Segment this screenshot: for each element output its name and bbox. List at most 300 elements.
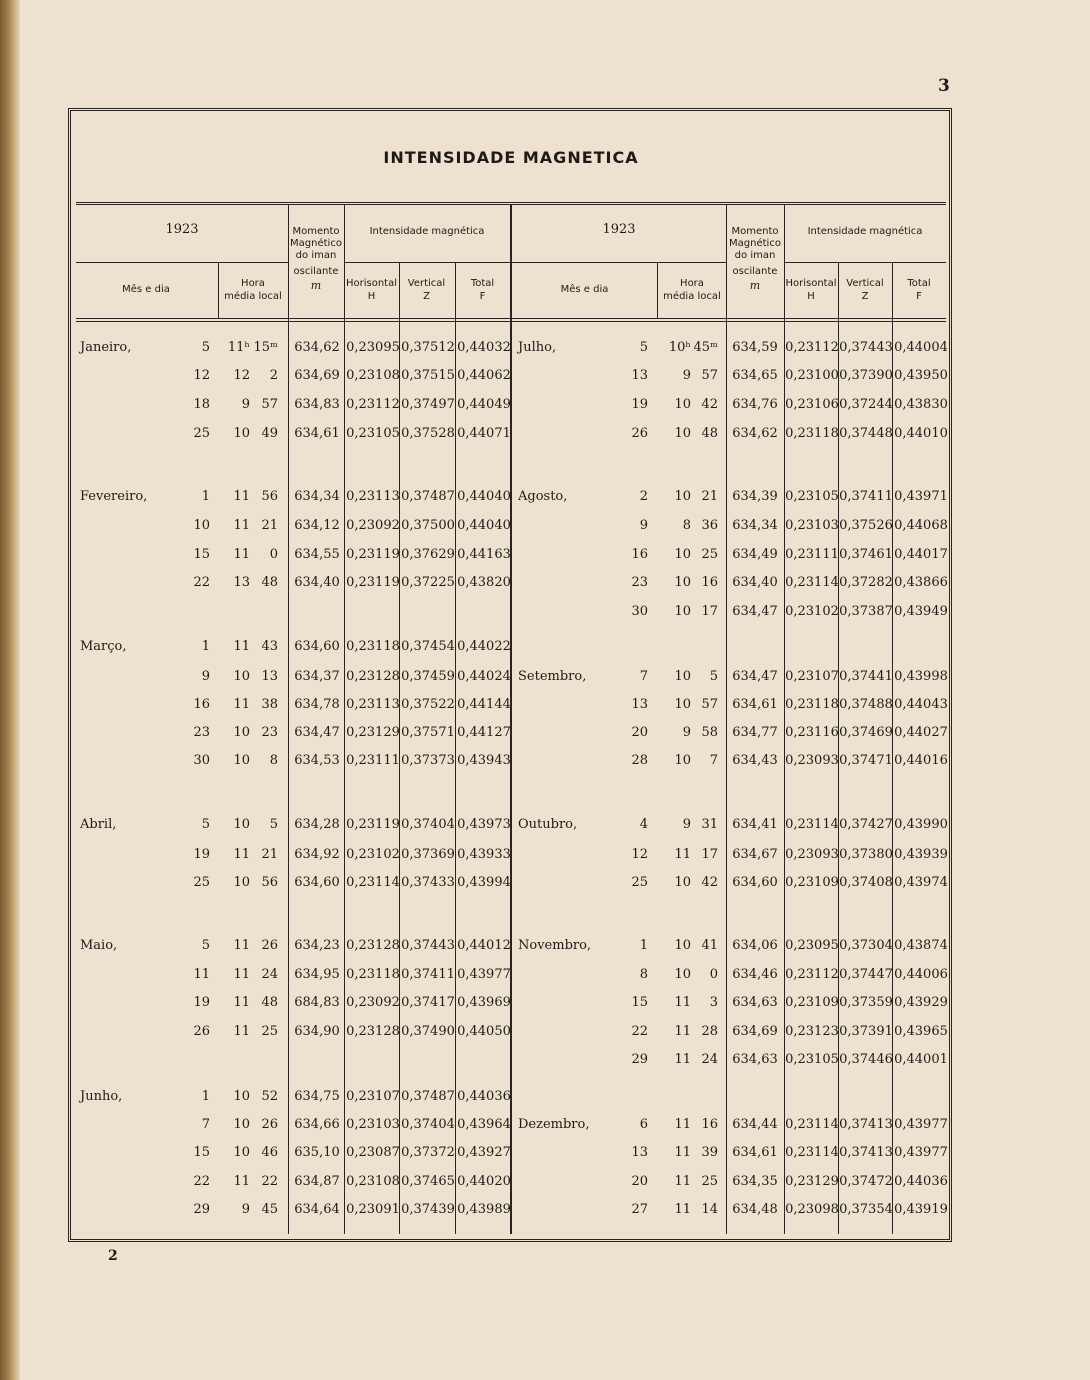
day-cell: 13 [631,368,648,383]
minute-cell: 57 [701,368,718,383]
header-momento-sym-left: m [310,279,322,292]
moment-cell: 634,44 [732,1117,778,1132]
month-label: Setembro, [518,669,587,684]
hour-cell: 11 [233,639,250,654]
moment-cell: 634,12 [294,518,340,533]
total-cell: 0,43965 [894,1024,948,1039]
moment-cell: 634,60 [732,875,778,890]
day-cell: 20 [631,725,648,740]
day-cell: 30 [631,604,648,619]
day-cell: 19 [193,995,210,1010]
hour-cell: 10 [674,426,691,441]
minute-cell: 17 [701,604,718,619]
day-cell: 13 [631,1145,648,1160]
minute-cell: 17 [701,847,718,862]
header-momento-3-left: do iman [295,250,337,261]
vrule-hora-right [657,262,658,318]
hour-cell: 11 [233,847,250,862]
hour-cell: 10 [674,697,691,712]
minute-cell: 16 [701,575,718,590]
header-f-sym-right: F [916,291,922,302]
total-cell: 0,44071 [457,426,511,441]
minute-cell: 49 [261,426,278,441]
header-vertical-right: Vertical [846,278,884,289]
day-cell: 8 [639,967,648,982]
horizontal-cell: 0,23118 [346,967,400,982]
hour-cell: 9 [682,817,691,832]
rule-year-left [76,262,288,263]
day-cell: 12 [631,847,648,862]
day-cell: 6 [639,1117,648,1132]
total-cell: 0,43973 [457,817,511,832]
minute-cell: 14 [701,1202,718,1217]
minute-cell: 2 [269,368,278,383]
hour-cell: 10 [674,547,691,562]
hour-cell: 11 [674,1024,691,1039]
moment-cell: 634,37 [294,669,340,684]
minute-cell: 31 [701,817,718,832]
total-cell: 0,43971 [894,489,948,504]
day-cell: 28 [631,753,648,768]
header-mes-dia-right: Mês e dia [560,284,609,295]
month-label: Janeiro, [80,340,132,355]
total-cell: 0,44010 [894,426,948,441]
hour-cell: 11 [674,1117,691,1132]
horizontal-cell: 0,23112 [346,397,400,412]
horizontal-cell: 0,23114 [785,1117,839,1132]
moment-cell: 634,39 [732,489,778,504]
header-hora-right: Hora [680,278,704,289]
header-momento-4-right: oscilante [732,266,778,277]
minute-cell: 28 [701,1024,718,1039]
total-cell: 0,44036 [894,1174,948,1189]
vertical-cell: 0,37225 [401,575,455,590]
vertical-cell: 0,37448 [839,426,893,441]
total-cell: 0,44032 [457,340,511,355]
vrule-horizontal-right [784,204,785,1234]
total-cell: 0,44144 [457,697,511,712]
vrule-momento-left [288,204,289,1234]
header-hora-sub-left: média local [224,291,282,302]
moment-cell: 634,95 [294,967,340,982]
horizontal-cell: 0,23103 [346,1117,400,1132]
day-cell: 27 [631,1202,648,1217]
day-cell: 18 [193,397,210,412]
hour-cell: 11ʰ [227,340,250,355]
header-momento-3-right: do iman [734,250,776,261]
minute-cell: 39 [701,1145,718,1160]
page-number-top: 3 [938,76,950,96]
vertical-cell: 0,37439 [401,1202,455,1217]
hour-cell: 10 [674,397,691,412]
total-cell: 0,43820 [457,575,511,590]
vertical-cell: 0,37459 [401,669,455,684]
day-cell: 20 [631,1174,648,1189]
horizontal-cell: 0,23129 [346,725,400,740]
hour-cell: 11 [233,518,250,533]
day-cell: 23 [631,575,648,590]
total-cell: 0,43927 [457,1145,511,1160]
horizontal-cell: 0,23128 [346,938,400,953]
total-cell: 0,44022 [457,639,511,654]
total-cell: 0,44127 [457,725,511,740]
moment-cell: 634,35 [732,1174,778,1189]
total-cell: 0,43949 [894,604,948,619]
moment-cell: 634,69 [732,1024,778,1039]
vertical-cell: 0,37497 [401,397,455,412]
hour-cell: 9 [241,397,250,412]
day-cell: 16 [631,547,648,562]
vertical-cell: 0,37413 [839,1117,893,1132]
moment-cell: 634,60 [294,639,340,654]
total-cell: 0,44016 [894,753,948,768]
moment-cell: 634,67 [732,847,778,862]
day-cell: 7 [639,669,648,684]
moment-cell: 634,40 [732,575,778,590]
book-spine [0,0,20,1380]
total-cell: 0,44020 [457,1174,511,1189]
year-label-left: 1923 [165,222,199,237]
header-vertical-left: Vertical [407,278,446,289]
day-cell: 15 [631,995,648,1010]
total-cell: 0,43964 [457,1117,511,1132]
moment-cell: 634,76 [732,397,778,412]
total-cell: 0,43919 [894,1202,948,1217]
horizontal-cell: 0,23116 [785,725,839,740]
header-momento-1-right: Momento [731,226,779,237]
moment-cell: 634,66 [294,1117,340,1132]
minute-cell: 52 [261,1089,278,1104]
horizontal-cell: 0,23091 [346,1202,400,1217]
year-label-right: 1923 [602,222,636,237]
header-horizontal-right: Horisontal [785,278,837,289]
total-cell: 0,44027 [894,725,948,740]
vertical-cell: 0,37387 [839,604,893,619]
hour-cell: 10 [674,753,691,768]
horizontal-cell: 0,23103 [785,518,839,533]
moment-cell: 634,55 [294,547,340,562]
vertical-cell: 0,37629 [401,547,455,562]
horizontal-cell: 0,23098 [785,1202,839,1217]
horizontal-cell: 0,23118 [785,426,839,441]
total-cell: 0,43990 [894,817,948,832]
total-cell: 0,44040 [457,518,511,533]
vertical-cell: 0,37454 [401,639,455,654]
moment-cell: 634,40 [294,575,340,590]
total-cell: 0,44049 [457,397,511,412]
horizontal-cell: 0,23102 [346,847,400,862]
hour-cell: 11 [233,1024,250,1039]
horizontal-cell: 0,23095 [346,340,400,355]
minute-cell: 56 [261,489,278,504]
vertical-cell: 0,37391 [839,1024,893,1039]
day-cell: 5 [639,340,648,355]
vrule-hora-left [218,262,219,318]
horizontal-cell: 0,23128 [346,1024,400,1039]
hour-cell: 13 [233,575,250,590]
total-cell: 0,44163 [457,547,511,562]
minute-cell: 22 [261,1174,278,1189]
day-cell: 4 [639,817,648,832]
vertical-cell: 0,37408 [839,875,893,890]
day-cell: 15 [193,1145,210,1160]
minute-cell: 21 [261,518,278,533]
total-cell: 0,44017 [894,547,948,562]
horizontal-cell: 0,23092 [346,518,400,533]
total-cell: 0,44036 [457,1089,511,1104]
header-v-sym-left: Z [423,291,430,302]
horizontal-cell: 0,23112 [785,340,839,355]
minute-cell: 8 [269,753,278,768]
hour-cell: 11 [233,938,250,953]
header-intensidade-left: Intensidade magnética [369,226,485,237]
hour-cell: 11 [233,967,250,982]
page-number-bottom: 2 [108,1248,118,1264]
horizontal-cell: 0,23112 [785,967,839,982]
vertical-cell: 0,37500 [401,518,455,533]
hour-cell: 11 [674,995,691,1010]
minute-cell: 24 [261,967,278,982]
horizontal-cell: 0,23113 [346,489,400,504]
header-hora-left: Hora [241,278,265,289]
minute-cell: 45 [261,1202,278,1217]
horizontal-cell: 0,23092 [346,995,400,1010]
month-label: Maio, [80,938,118,953]
moment-cell: 634,61 [732,697,778,712]
vertical-cell: 0,37446 [839,1052,893,1067]
vertical-cell: 0,37390 [839,368,893,383]
minute-cell: 43 [261,639,278,654]
moment-cell: 634,28 [294,817,340,832]
total-cell: 0,43994 [457,875,511,890]
minute-cell: 26 [261,938,278,953]
vrule-horizontal-left [344,204,345,1234]
horizontal-cell: 0,23109 [785,875,839,890]
total-cell: 0,44024 [457,669,511,684]
hour-cell: 11 [674,1202,691,1217]
hour-cell: 10 [233,1089,250,1104]
header-momento-2-right: Magnético [729,238,781,249]
vertical-cell: 0,37443 [401,938,455,953]
header-h-sym-left: H [367,291,376,302]
moment-cell: 634,63 [732,1052,778,1067]
hour-cell: 10 [674,489,691,504]
month-label: Julho, [518,340,557,355]
moment-cell: 634,65 [732,368,778,383]
vertical-cell: 0,37487 [401,489,455,504]
horizontal-cell: 0,23108 [346,368,400,383]
total-cell: 0,44068 [894,518,948,533]
horizontal-cell: 0,23105 [346,426,400,441]
hour-cell: 11 [674,847,691,862]
vertical-cell: 0,37411 [401,967,455,982]
total-cell: 0,43977 [894,1117,948,1132]
hour-cell: 10 [233,1117,250,1132]
vertical-cell: 0,37471 [839,753,893,768]
hour-cell: 10 [674,669,691,684]
moment-cell: 634,75 [294,1089,340,1104]
vertical-cell: 0,37487 [401,1089,455,1104]
day-cell: 11 [193,967,210,982]
header-hora-sub-right: média local [663,291,721,302]
moment-cell: 634,64 [294,1202,340,1217]
minute-cell: 58 [701,725,718,740]
moment-cell: 634,47 [732,604,778,619]
total-cell: 0,44001 [894,1052,948,1067]
minute-cell: 46 [261,1145,278,1160]
moment-cell: 634,59 [732,340,778,355]
day-cell: 12 [193,368,210,383]
total-cell: 0,44004 [894,340,948,355]
moment-cell: 634,47 [732,669,778,684]
hour-cell: 11 [674,1174,691,1189]
vertical-cell: 0,37447 [839,967,893,982]
vertical-cell: 0,37443 [839,340,893,355]
minute-cell: 5 [269,817,278,832]
horizontal-cell: 0,23119 [346,547,400,562]
total-cell: 0,43874 [894,938,948,953]
horizontal-cell: 0,23114 [346,875,400,890]
horizontal-cell: 0,23114 [785,1145,839,1160]
moment-cell: 634,34 [294,489,340,504]
total-cell: 0,44043 [894,697,948,712]
hour-cell: 11 [233,697,250,712]
header-total-right: Total [907,278,931,289]
minute-cell: 3 [709,995,718,1010]
horizontal-cell: 0,23093 [785,847,839,862]
day-cell: 29 [193,1202,210,1217]
moment-cell: 634,63 [732,995,778,1010]
header-total-left: Total [470,278,495,289]
total-cell: 0,43866 [894,575,948,590]
vertical-cell: 0,37417 [401,995,455,1010]
vertical-cell: 0,37282 [839,575,893,590]
hour-cell: 10 [233,725,250,740]
rule-year-right [512,262,726,263]
day-cell: 22 [631,1024,648,1039]
horizontal-cell: 0,23108 [346,1174,400,1189]
vertical-cell: 0,37469 [839,725,893,740]
vertical-cell: 0,37522 [401,697,455,712]
minute-cell: 36 [701,518,718,533]
header-momento-1-left: Momento [292,226,340,237]
horizontal-cell: 0,23105 [785,1052,839,1067]
vertical-cell: 0,37528 [401,426,455,441]
minute-cell: 25 [261,1024,278,1039]
total-cell: 0,44050 [457,1024,511,1039]
vertical-cell: 0,37380 [839,847,893,862]
horizontal-cell: 0,23118 [346,639,400,654]
minute-cell: 0 [269,547,278,562]
minute-cell: 16 [701,1117,718,1132]
day-cell: 25 [631,875,648,890]
total-cell: 0,44062 [457,368,511,383]
horizontal-cell: 0,23118 [785,697,839,712]
horizontal-cell: 0,23114 [785,817,839,832]
vertical-cell: 0,37404 [401,817,455,832]
total-cell: 0,43974 [894,875,948,890]
horizontal-cell: 0,23113 [346,697,400,712]
title-box [76,116,946,203]
vertical-cell: 0,37369 [401,847,455,862]
minute-cell: 0 [709,967,718,982]
month-label: Dezembro, [518,1117,590,1132]
total-cell: 0,44006 [894,967,948,982]
vrule-middle [510,204,512,1234]
minute-cell: 21 [701,489,718,504]
moment-cell: 634,61 [294,426,340,441]
hour-cell: 10ʰ [668,340,691,355]
moment-cell: 634,34 [732,518,778,533]
horizontal-cell: 0,23107 [785,669,839,684]
moment-cell: 634,06 [732,938,778,953]
day-cell: 10 [193,518,210,533]
hour-cell: 11 [233,995,250,1010]
moment-cell: 635,10 [294,1145,340,1160]
month-label: Abril, [80,817,117,832]
header-intensidade-right: Intensidade magnética [807,226,923,237]
moment-cell: 634,69 [294,368,340,383]
minute-cell: 48 [261,575,278,590]
moment-cell: 634,62 [294,340,340,355]
rule-intensidade-left [344,262,510,263]
total-cell: 0,44012 [457,938,511,953]
moment-cell: 634,53 [294,753,340,768]
month-label: Junho, [80,1089,123,1104]
moment-cell: 634,62 [732,426,778,441]
moment-cell: 634,60 [294,875,340,890]
total-cell: 0,43989 [457,1202,511,1217]
moment-cell: 634,77 [732,725,778,740]
vertical-cell: 0,37461 [839,547,893,562]
horizontal-cell: 0,23107 [346,1089,400,1104]
vrule-momento-right [726,204,727,1234]
minute-cell: 56 [261,875,278,890]
minute-cell: 7 [709,753,718,768]
vertical-cell: 0,37490 [401,1024,455,1039]
total-cell: 0,43977 [457,967,511,982]
day-cell: 15 [193,547,210,562]
day-cell: 9 [201,669,210,684]
minute-cell: 25 [701,547,718,562]
moment-cell: 634,61 [732,1145,778,1160]
page-title: INTENSIDADE MAGNETICA [383,148,639,167]
day-cell: 23 [193,725,210,740]
moment-cell: 634,48 [732,1202,778,1217]
total-cell: 0,43969 [457,995,511,1010]
total-cell: 0,43998 [894,669,948,684]
total-cell: 0,44040 [457,489,511,504]
horizontal-cell: 0,23119 [346,575,400,590]
total-cell: 0,43933 [457,847,511,862]
day-cell: 26 [631,426,648,441]
vertical-cell: 0,37413 [839,1145,893,1160]
moment-cell: 634,87 [294,1174,340,1189]
minute-cell: 13 [261,669,278,684]
hour-cell: 10 [233,426,250,441]
vertical-cell: 0,37373 [401,753,455,768]
day-cell: 5 [201,340,210,355]
hour-cell: 10 [674,575,691,590]
horizontal-cell: 0,23128 [346,669,400,684]
hour-cell: 10 [674,938,691,953]
day-cell: 2 [639,489,648,504]
vertical-cell: 0,37433 [401,875,455,890]
day-cell: 13 [631,697,648,712]
day-cell: 16 [193,697,210,712]
minute-cell: 45ᵐ [693,340,718,355]
hour-cell: 9 [682,368,691,383]
